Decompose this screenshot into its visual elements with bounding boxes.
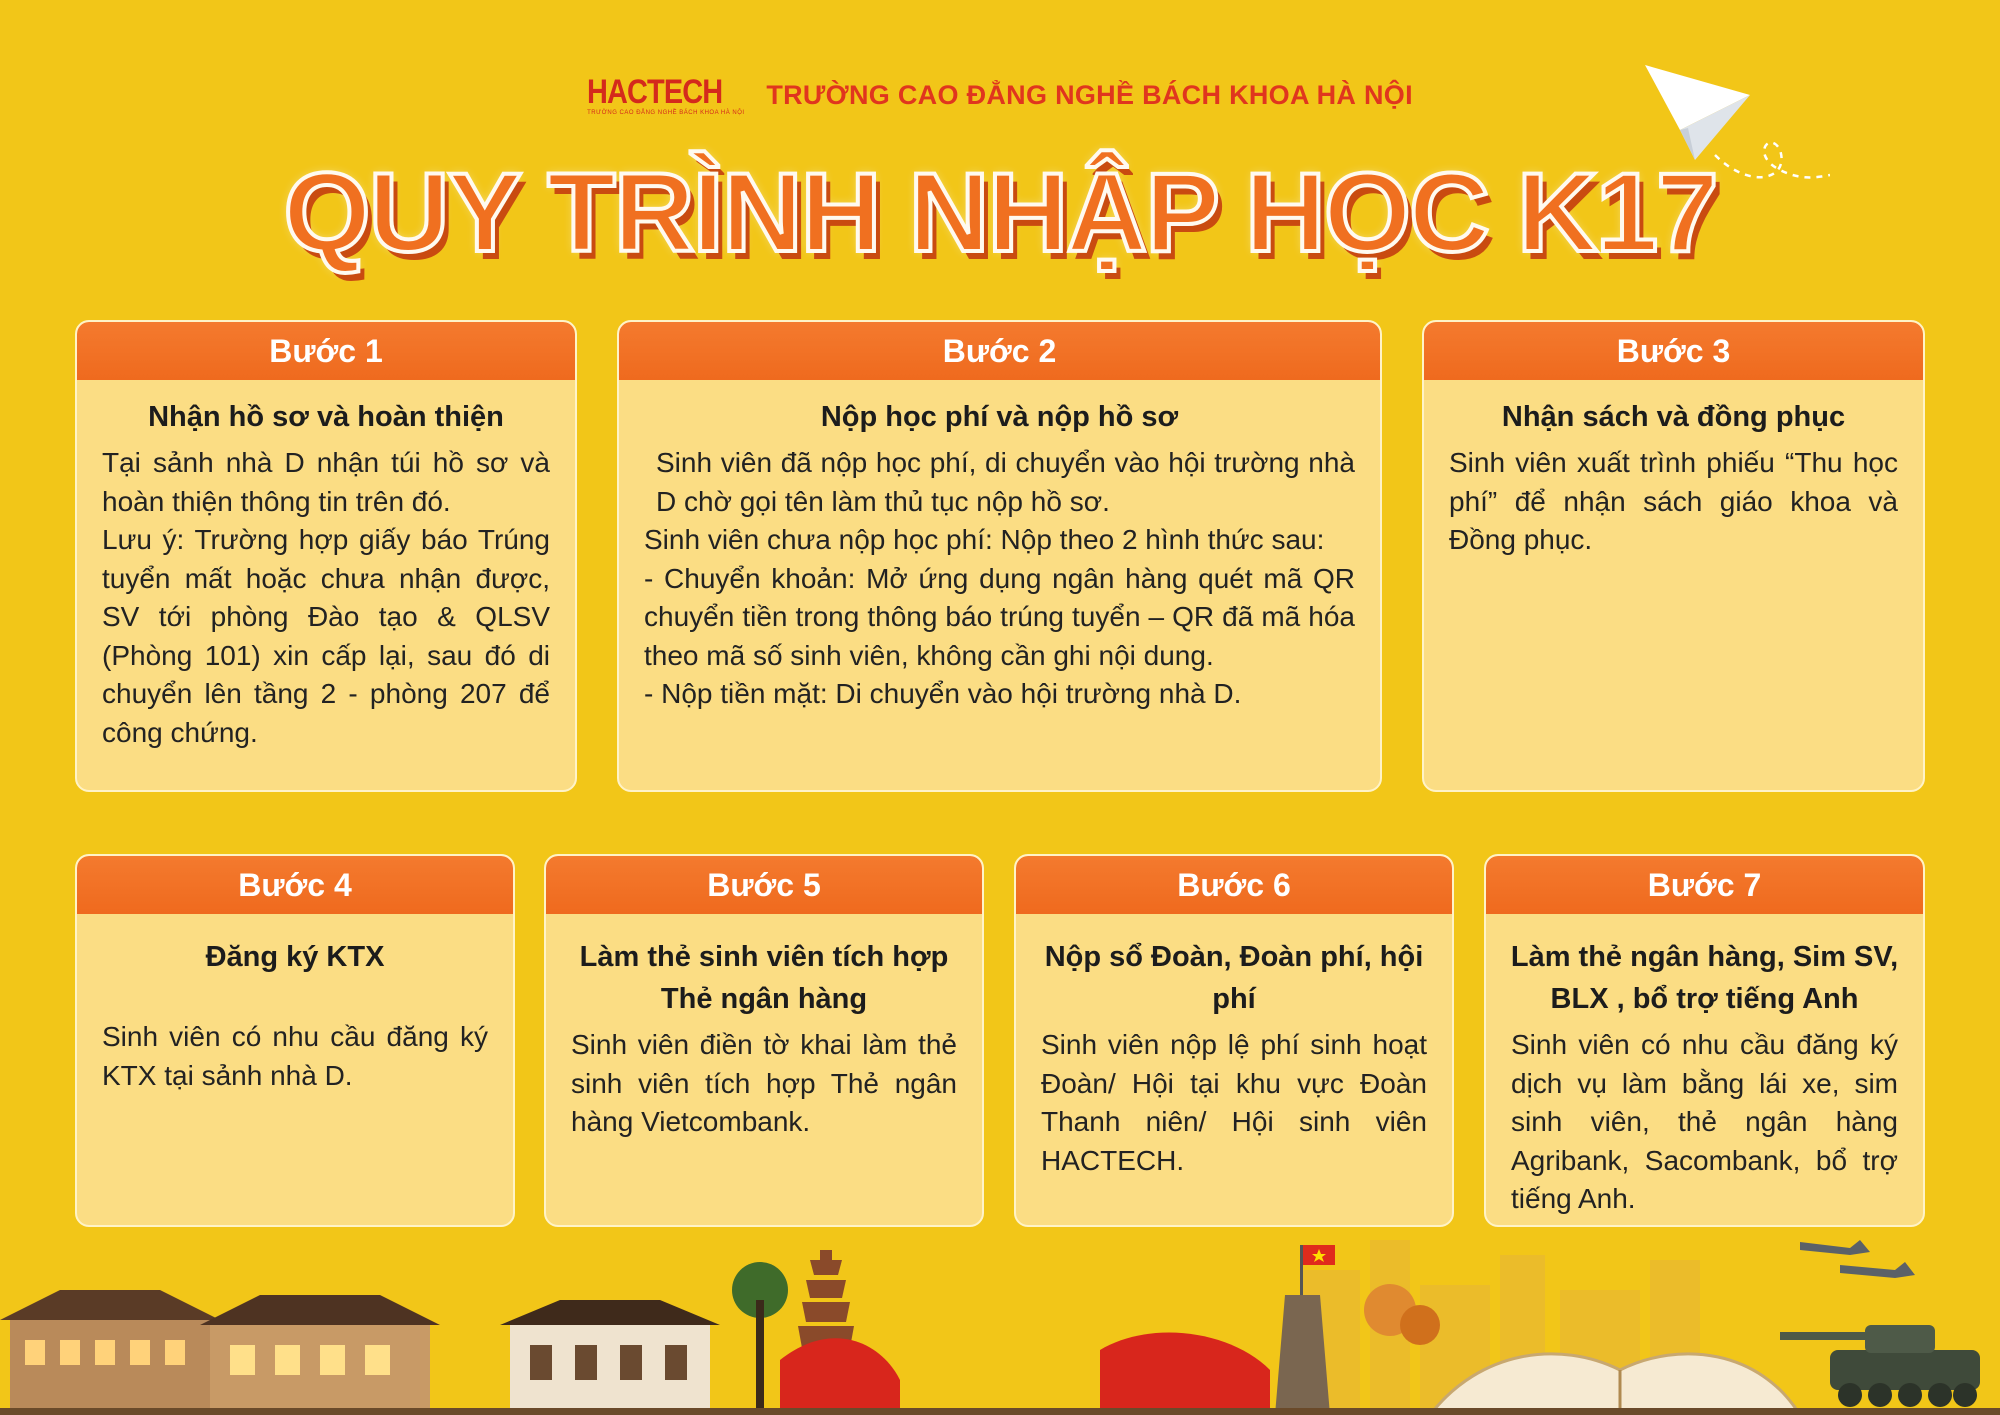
page-title: QUY TRÌNH NHẬP HỌC K17 bbox=[283, 150, 1717, 275]
step-5-body bbox=[546, 1026, 982, 1142]
step-3-line: Sinh viên xuất trình phiếu “Thu học phí” để nhận sách giáo khoa và Đồng phục. bbox=[1449, 447, 1898, 555]
step-1-card bbox=[75, 320, 577, 792]
step-3-label: Bước 3 bbox=[1424, 322, 1923, 380]
step-1-body bbox=[77, 444, 575, 752]
step-4-body bbox=[77, 1018, 513, 1095]
step-5-title: Làm thẻ sinh viên tích hợp Thẻ ngân hàng bbox=[579, 941, 949, 1015]
step-6-label: Bước 6 bbox=[1016, 856, 1452, 914]
step-3-title: Nhận sách và đồng phục bbox=[1501, 401, 1846, 433]
step-5-line: Sinh viên điền tờ khai làm thẻ sinh viên tích hợp Thẻ ngân hàng Vietcombank. bbox=[571, 1029, 957, 1137]
step-2-card bbox=[617, 320, 1382, 792]
step-5-card bbox=[544, 854, 984, 1227]
step-2-label: Bước 2 bbox=[619, 322, 1380, 380]
hactech-logo bbox=[587, 72, 746, 116]
step-6-title: Nộp sổ Đoàn, Đoàn phí, hội phí bbox=[1044, 941, 1424, 1015]
step-4-title: Đăng ký KTX bbox=[205, 941, 385, 973]
step-1-line: Lưu ý: Trường hợp giấy báo Trúng tuyển mất hoặc chưa nhận được, SV tới phòng Đào tạo & QLSV (Phòng 101) xin cấp lại, sau đó di chuyển lên tầng 2 - phòng 207 để công chứng. bbox=[102, 524, 550, 748]
logo-subtext: TRƯỜNG CAO ĐẲNG NGHỀ BÁCH KHOA HÀ NỘI bbox=[587, 109, 745, 116]
step-2-title: Nộp học phí và nộp hồ sơ bbox=[820, 401, 1179, 433]
step-7-card bbox=[1484, 854, 1925, 1227]
step-5-label: Bước 5 bbox=[546, 856, 982, 914]
step-3-card bbox=[1422, 320, 1925, 792]
step-3-body bbox=[1424, 444, 1923, 560]
step-4-label: Bước 4 bbox=[77, 856, 513, 914]
step-7-title: Làm thẻ ngân hàng, Sim SV, BLX , bổ trợ tiếng Anh bbox=[1510, 941, 1899, 1015]
step-2-body bbox=[619, 444, 1380, 714]
step-4-line: Sinh viên có nhu cầu đăng ký KTX tại sảnh nhà D. bbox=[102, 1021, 488, 1091]
step-1-label: Bước 1 bbox=[77, 322, 575, 380]
logo-text: HACTECH bbox=[587, 72, 723, 111]
hanoi-skyline-illustration bbox=[0, 1230, 2000, 1415]
step-2-line: - Nộp tiền mặt: Di chuyển vào hội trường nhà D. bbox=[644, 678, 1242, 709]
tank-icon bbox=[1780, 1325, 1980, 1407]
jet-icon bbox=[1840, 1262, 1915, 1278]
step-1-title: Nhận hồ sơ và hoàn thiện bbox=[148, 401, 504, 433]
old-quarter-houses bbox=[0, 1290, 720, 1415]
step-6-body bbox=[1016, 1026, 1452, 1180]
step-7-body bbox=[1486, 1026, 1923, 1219]
step-7-line: Sinh viên có nhu cầu đăng ký dịch vụ làm bằng lái xe, sim sinh viên, thẻ ngân hàng Agribank, Sacombank, bổ trợ tiếng Anh. bbox=[1511, 1029, 1898, 1214]
school-name: TRƯỜNG CAO ĐẲNG NGHỀ BÁCH KHOA HÀ NỘI bbox=[766, 79, 1413, 110]
jet-icon bbox=[1800, 1240, 1870, 1255]
step-6-line: Sinh viên nộp lệ phí sinh hoạt Đoàn/ Hội tại khu vực Đoàn Thanh niên/ Hội sinh viên HACTECH. bbox=[1041, 1029, 1427, 1176]
step-4-card bbox=[75, 854, 515, 1227]
step-2-line: Sinh viên đã nộp học phí, di chuyển vào hội trường nhà D chờ gọi tên làm thủ tục nộp hồ sơ. bbox=[656, 447, 1355, 517]
step-6-card bbox=[1014, 854, 1454, 1227]
step-1-line: Tại sảnh nhà D nhận túi hồ sơ và hoàn thiện thông tin trên đó. bbox=[102, 447, 550, 517]
step-2-line: Sinh viên chưa nộp học phí: Nộp theo 2 hình thức sau: bbox=[644, 524, 1325, 555]
step-2-line: - Chuyển khoản: Mở ứng dụng ngân hàng quét mã QR chuyển tiền trong thông báo trúng tuyển – QR đã mã hóa theo mã số sinh viên, không cần ghi nội dung. bbox=[644, 562, 1355, 671]
step-7-label: Bước 7 bbox=[1486, 856, 1923, 914]
